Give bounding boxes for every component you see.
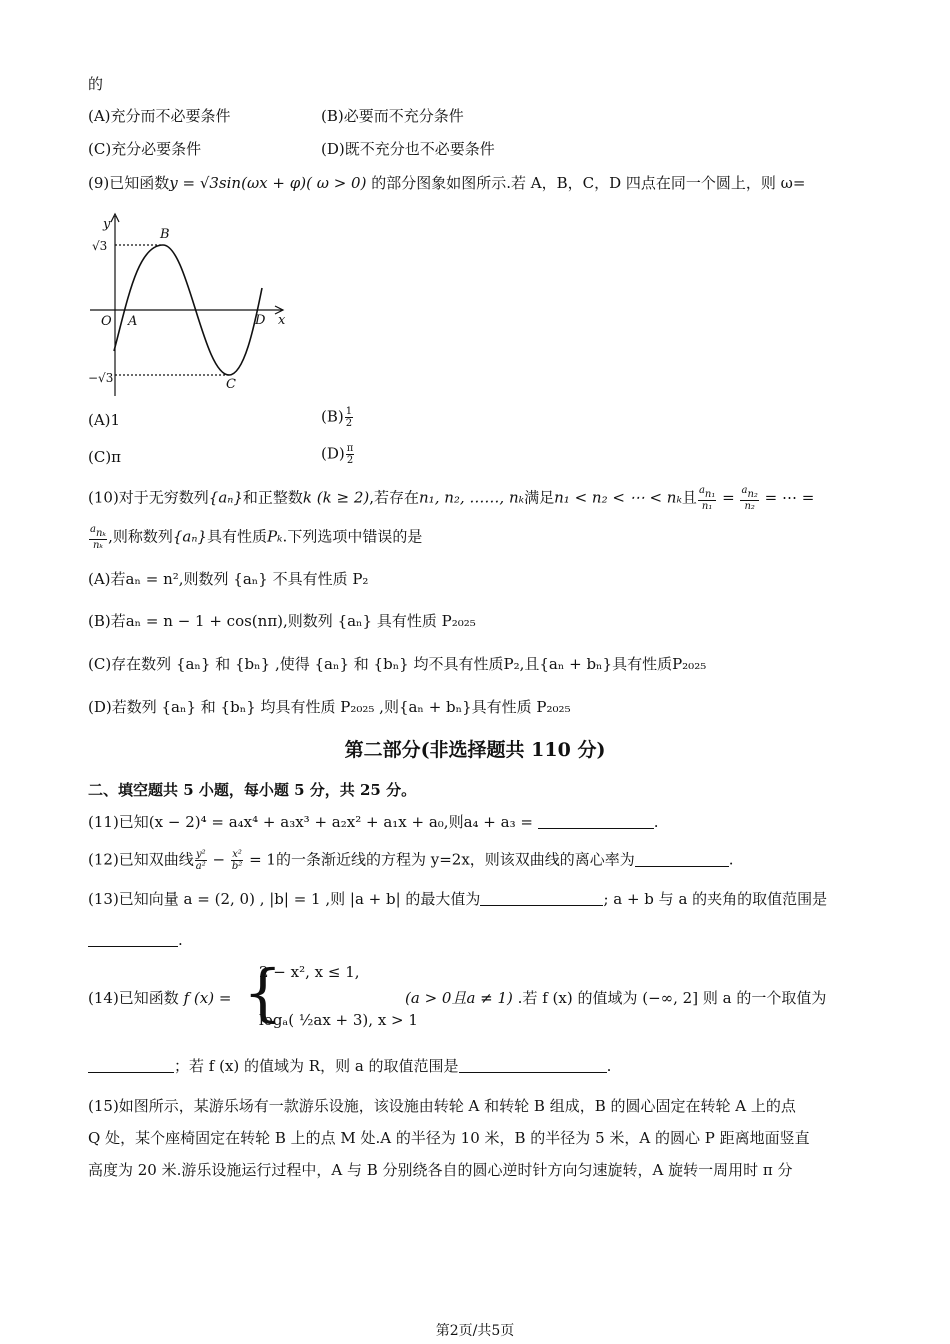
q14-rest [405,988,826,1008]
q10-l2d: Pₖ [266,527,283,546]
q11: (11)已知(x − 2)⁴ = a₄x⁴ + a₃x³ + a₂x² + a₁x + a₀,则a₄ + a₃ = . [88,813,659,831]
q10-option-a: (A)若aₙ = n²,则数列 {aₙ} 不具有性质 P₂ [88,570,369,588]
q10-l1i: 且 [681,488,697,507]
q10-l2b: {aₙ} [172,527,207,546]
page-footer: 第2页/共5页 [435,1323,515,1339]
q14-answer-blank-1[interactable] [88,1058,174,1073]
q9-prefix: (9)已知函数 [88,174,170,192]
q13-answer-blank-1[interactable] [480,891,603,906]
q14-brace: { [243,956,283,1029]
q10-l1c: 和正整数 [242,488,303,507]
q13-line2: . [88,930,183,950]
graph-bottom-tick: −√3 [88,371,114,385]
q8-option-a: (A)充分而不必要条件 [88,107,231,125]
q10-l1d: k (k ≥ 2) [302,488,370,507]
graph-y-label: y [103,217,111,232]
q12-eq-tail: = 1的一条渐近线的方程为 y=2x，则该双曲线的离心率为 [249,850,635,869]
q9-option-d-den: 2 [346,455,354,466]
q10-line2: $\frac{\text{anₖ}}{\text{nₖ}}$ ,则称数列{aₙ}具有性质Pₖ.下列选项中错误的是 [90,524,423,551]
q14-answer-blank-2[interactable] [459,1058,607,1073]
q12-answer-blank[interactable] [635,852,729,867]
graph-point-a: A [128,314,138,329]
q8-option-d: (D)既不充分也不必要条件 [321,140,495,158]
q11-answer-blank[interactable] [538,814,654,829]
q9-option-c: (C)π [88,448,122,466]
q10-l1a: (10)对于无穷数列 [88,488,209,507]
q9-option-b-label: (B) [321,407,344,426]
q10-l1e: ,若存在 [369,488,420,507]
q12: (12)已知双曲线 $\frac{\text{y²}}{\text{a²}}$ − $\frac{\text{x²}}{\text{b²}}$ = 1的一条渐近线的方程为 y=2x，则该双曲线的离心率为 . [88,849,734,872]
q14-case2: logₐ( ½ax + 3), x > 1 [259,1011,418,1029]
q10-line1: (10)对于无穷数列{aₙ}和正整数k (k ≥ 2),若存在n₁, n₂, ……, nₖ满足n₁ < n₂ < ⋯ < nₖ且 $\frac{\text{an₁}}{\text{n₁}}$ = $\frac{\text{an₂}}{\text{n₂}}$ = ⋯ = [88,485,815,512]
q10-l1g: 满足 [524,488,555,507]
q15-line3: 高度为 20 米.游乐设施运行过程中，A 与 B 分别绕各自的圆心逆时针方向匀速旋转，A 旋转一周用时 π 分 [88,1161,793,1179]
q13-answer-blank-2[interactable] [88,932,178,947]
graph-point-c: C [226,377,236,392]
q8-option-c: (C)充分必要条件 [88,140,202,158]
q10-l1h: n₁ < n₂ < ⋯ < nₖ [554,488,682,507]
q9-option-b-num: 1 [345,406,353,417]
q9-option-d-num: π [346,443,354,454]
q8-option-b: (B)必要而不充分条件 [321,107,464,125]
q15-line1: (15)如图所示，某游乐场有一款游乐设施，该设施由转轮 A 和转轮 B 组成，B 的圆心固定在转轮 A 上的点 [88,1097,796,1115]
q9-option-d [321,443,355,466]
q9-function: y = √3sin(ωx + φ)( ω > 0) [169,174,367,192]
q10-option-b: (B)若aₙ = n − 1 + cos(nπ),则数列 {aₙ} 具有性质 P₂₀₂₅ [88,612,476,630]
q12-prefix: (12)已知双曲线 [88,850,194,869]
section2-header: 二、填空题共 5 小题，每小题 5 分，共 25 分。 [88,781,417,799]
q14-prefix-block [88,988,231,1008]
q9-function-graph [88,208,293,398]
q10-l1b: {aₙ} [208,488,243,507]
q14-cond: (a > 0且a ≠ 1) [405,989,513,1007]
q11-text: (11)已知(x − 2)⁴ = a₄x⁴ + a₃x³ + a₂x² + a₁x + a₀,则a₄ + a₃ = [88,813,533,831]
q10-l2e: .下列选项中错误的是 [282,527,423,546]
q13-text2: ; a + b 与 a 的夹角的取值范围是 [603,890,828,908]
q10-option-c: (C)存在数列 {aₙ} 和 {bₙ} ,使得 {aₙ} 和 {bₙ} 均不具有性质P₂,且{aₙ + bₙ}具有性质P₂₀₂₅ [88,655,707,673]
graph-top-tick: √3 [92,239,108,253]
q14-line2a: ；若 f (x) 的值域为 R，则 a 的取值范围是 [174,1057,459,1075]
graph-point-d: D [255,313,266,328]
q9-suffix: 的部分图象如图所示.若 A，B，C，D 四点在同一个圆上，则 ω= [371,174,806,192]
q9-option-b-den: 2 [345,418,353,429]
q14-mid: .若 f (x) 的值域为 (−∞, 2] 则 a 的一个取值为 [517,989,827,1007]
q9-stem [88,173,805,193]
q13-line1 [88,889,827,909]
graph-point-b: B [160,227,170,242]
q14-case1: 2 − x², x ≤ 1, [259,963,360,981]
graph-x-label: x [278,313,286,328]
q14-line2: ；若 f (x) 的值域为 R，则 a 的取值范围是 . [88,1056,611,1076]
q10-option-d: (D)若数列 {aₙ} 和 {bₙ} 均具有性质 P₂₀₂₅ ,则{aₙ + bₙ}具有性质 P₂₀₂₅ [88,698,571,716]
q15-line2: Q 处，某个座椅固定在转轮 B 上的点 M 处.A 的半径为 10 米，B 的半径为 5 米，A 的圆心 P 距离地面竖直 [88,1129,810,1147]
graph-origin: O [101,314,112,329]
q8-tail: 的 [88,75,104,93]
q9-option-b [321,406,354,429]
q14-prefix: (14)已知函数 [88,989,179,1007]
part2-title: 第二部分(非选择题共 110 分) [344,739,606,761]
q13-text: (13)已知向量 a = (2, 0) , |b| = 1 ,则 |a + b| 的最大值为 [88,890,481,908]
q9-option-a: (A)1 [88,411,121,429]
q10-l2c: 具有性质 [206,527,267,546]
q10-l2a: ,则称数列 [108,527,173,546]
q14-fx: f (x) = [183,989,232,1007]
q9-option-d-label: (D) [321,444,345,463]
q10-l1f: n₁, n₂, ……, nₖ [419,488,525,507]
q10-l1j: = ⋯ = [764,488,815,507]
